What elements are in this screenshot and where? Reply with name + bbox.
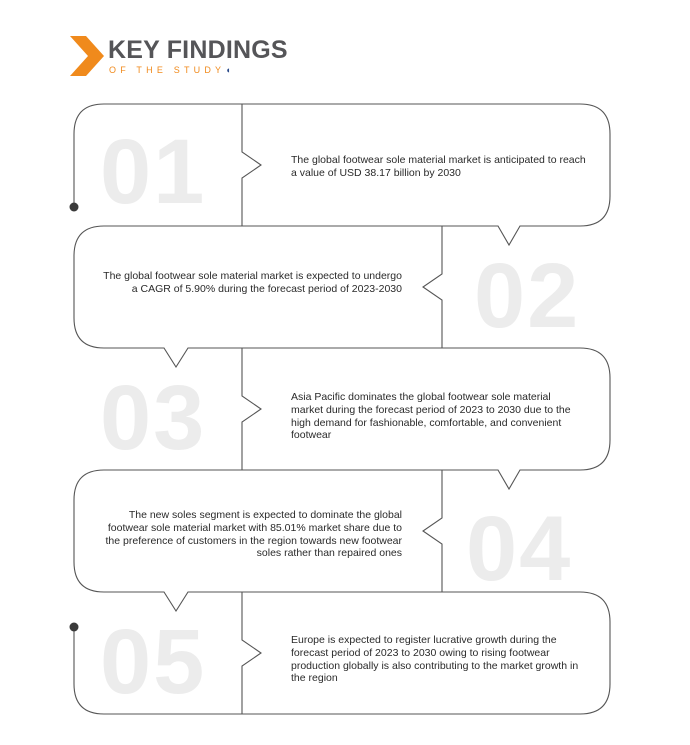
finding-number-02: 02 xyxy=(474,245,581,347)
finding-number-04: 04 xyxy=(466,498,573,600)
finding-text-01: The global footwear sole material market is anticipated to reach a value of USD 38.17 billion by 2030 xyxy=(291,154,586,179)
finding-number-01: 01 xyxy=(100,121,207,223)
divider-02 xyxy=(423,226,442,348)
finding-text-02: The global footwear sole material market is expected to undergo a CAGR of 5.90% during the forecast period of 2023-2030 xyxy=(103,270,402,295)
moon-icon: ◖ xyxy=(225,65,231,75)
page-title: KEY FINDINGS xyxy=(108,36,288,64)
divider-03 xyxy=(242,348,261,470)
finding-text-05: Europe is expected to register lucrative growth during the forecast period of 2023 to 2030 owing to rising footwear production globally is also contributing to the market growth in the region xyxy=(291,634,579,685)
divider-05 xyxy=(242,592,261,714)
finding-text-03: Asia Pacific dominates the global footwear sole material market during the forecast period of 2023 to 2030 due to the high demand for fashionable, comfortable, and convenient footwear xyxy=(291,391,571,442)
page-subtitle: OF THE STUDY◖ xyxy=(109,65,231,75)
divider-04 xyxy=(423,470,442,592)
finding-number-03: 03 xyxy=(100,367,207,469)
divider-01 xyxy=(242,104,261,226)
start-dot xyxy=(70,203,79,212)
finding-text-04: The new soles segment is expected to dominate the global footwear sole material market with 85.01% market share due to the preference of customers in the region towards new footwear soles rather than repaired ones xyxy=(105,509,402,560)
finding-number-05: 05 xyxy=(100,611,207,713)
end-dot xyxy=(70,623,79,632)
